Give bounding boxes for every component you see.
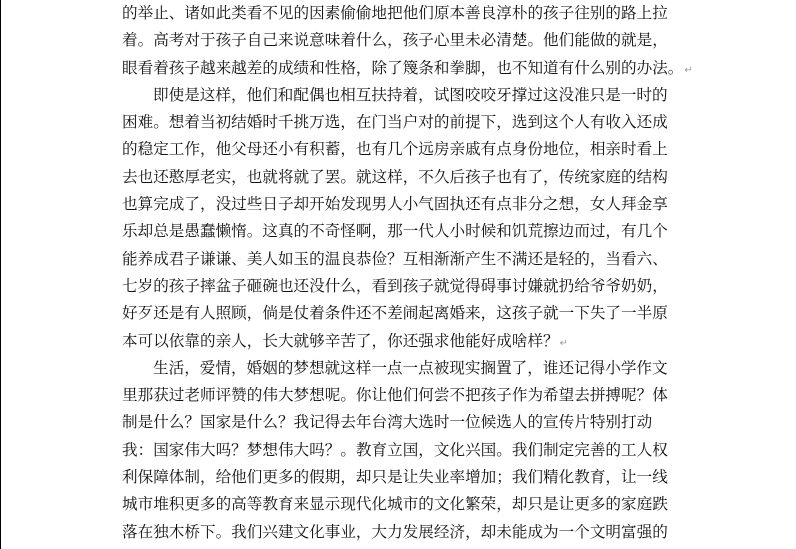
line-text: 落在独木桥下。我们兴建文化事业，大力发展经济，却未能成为一个文明富强的 — [122, 522, 668, 541]
paragraph-mark-icon: ↵ — [559, 337, 569, 349]
document-text-line — [122, 409, 682, 436]
document-text-line — [122, 382, 682, 409]
line-text: 城市堆积更多的高等教育来显示现代化城市的文化繁荣，却只是让更多的家庭跌 — [122, 495, 668, 514]
line-text: 的稳定工作，他父母还小有积蓄，也有几个远房亲戚有点身份地位，相亲时看上 — [122, 140, 668, 159]
line-text: 困难。想着当初结婚时千挑万选，在门当户对的前提下，选到这个人有收入还成 — [122, 113, 668, 132]
document-text-line — [122, 519, 682, 546]
document-text-line — [122, 464, 682, 491]
document-text-line — [122, 355, 682, 382]
line-text: 里那获过老师评赞的伟大梦想呢。你让他们何尝不把孩子作为希望去拼搏呢？体 — [122, 386, 668, 405]
line-text: 去也还憨厚老实，也就将就了罢。就这样，不久后孩子也有了，传统家庭的结构 — [122, 167, 668, 186]
document-text-line — [122, 437, 682, 464]
document-text-line — [122, 218, 682, 245]
line-text: 着。高考对于孩子自己来说意味着什么，孩子心里未必清楚。他们能做的就是， — [122, 31, 668, 50]
document-text-line — [122, 109, 682, 136]
line-text: 制是什么？国家是什么？我记得去年台湾大选时一位候选人的宣传片特别打动 — [122, 413, 653, 432]
line-text: 也算完成了，没过些日子却开始发现男人小气固执还有点非分之想，女人拜金享 — [122, 195, 668, 214]
line-text: 我：国家伟大吗？梦想伟大吗？。教育立国，文化兴国。我们制定完善的工人权 — [122, 440, 668, 459]
line-text: 的举止、诸如此类看不见的因素偷偷地把他们原本善良淳朴的孩子往别的路上拉 — [122, 4, 668, 22]
line-text: 利保障体制，给他们更多的假期，却只是让失业率增加；我们精化教育，让一线 — [122, 468, 668, 487]
document-text-line — [122, 273, 682, 300]
paragraph-mark-icon: ↵ — [684, 64, 693, 76]
document-text-line — [122, 55, 693, 82]
document-text-line — [122, 0, 682, 27]
document-text-line — [122, 246, 682, 273]
line-text: 即使是这样，他们和配偶也相互扶持着，试图咬咬牙撑过这没准只是一时的 — [153, 85, 668, 104]
document-text-line — [122, 328, 682, 355]
line-text: 本可以依靠的亲人，长大就够辛苦了，你还强求他能好成啥样？ — [122, 331, 559, 350]
document-text-line — [122, 82, 682, 109]
document-text-line — [122, 136, 682, 163]
line-text: 眼看着孩子越来越差的成绩和性格，除了篾条和拳脚，也不知道有什么别的办法。 — [122, 58, 684, 77]
line-text: 生活，爱情，婚姻的梦想就这样一点一点被现实搁置了，谁还记得小学作文 — [153, 358, 668, 377]
document-text-line — [122, 27, 682, 54]
document-text-line — [122, 191, 682, 218]
page-left-margin-line — [0, 0, 1, 549]
line-text: 七岁的孩子摔盆子砸碗也还没什么，看到孩子就觉得碍事讨嫌就扔给爷爷奶奶， — [122, 276, 668, 295]
line-text: 乐却总是愚蠢懒惰。这真的不奇怪啊，那一代人小时候和饥荒擦边而过，有几个 — [122, 222, 668, 241]
document-text-line — [122, 164, 682, 191]
line-text: 能养成君子谦谦、美人如玉的温良恭俭？互相渐渐产生不满还是轻的，当看六、 — [122, 249, 668, 268]
document-text-line — [122, 491, 682, 518]
document-text-line — [122, 300, 682, 327]
document-body[interactable] — [122, 0, 693, 546]
line-text: 好歹还是有人照顾，倘是仗着条件还不差闹起离婚来，这孩子就一下失了一半原 — [122, 304, 668, 323]
